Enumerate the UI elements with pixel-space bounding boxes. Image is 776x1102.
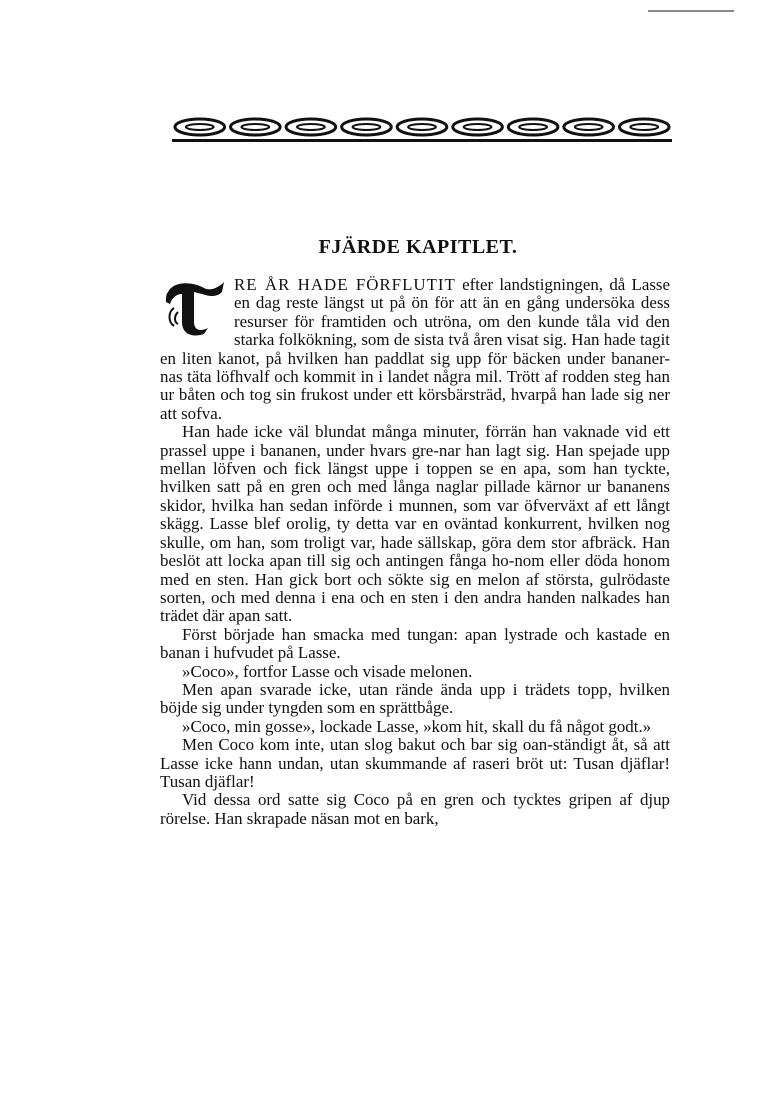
chain-link-inner [464,124,492,130]
chain-link-inner [630,124,658,130]
chain-link-inner [241,124,269,130]
paragraph-4: »Coco», fortfor Lasse och visade melonen. [182,661,473,681]
chain-link [564,119,614,135]
chain-ornament-header [172,110,672,156]
paragraph-6: »Coco, min gosse», lockade Lasse, »kom hit, skall du få något godt.» [182,716,652,736]
body-text [160,276,670,828]
paragraph-5: Men apan svarade icke, utan rände ända upp i trädets topp, hvilken böjde sig under tyngden som en sprättbåge. [160,679,670,718]
chain-link-inner [575,124,603,130]
chain-link-inner [353,124,381,130]
chain-link [175,119,225,135]
paragraph-8: Vid dessa ord satte sig Coco på en gren och tycktes gripen af djup rörelse. Han skrapade näsan mot en bark, [160,790,670,828]
paragraph-1 [160,276,670,423]
chain-link [508,119,558,135]
dropcap-letter: T [210,326,211,327]
chain-link-inner [408,124,436,130]
chain-link [397,119,447,135]
chapter-title: FJÄRDE KAPITLET. [318,236,518,258]
chain-link-inner [186,124,214,130]
chain-link [231,119,281,135]
paragraph-3: Först började han smacka med tungan: apan lystrade och kastade en banan i hufvudet på Lasse. [160,624,670,663]
chain-link-inner [519,124,547,130]
chain-link-inner [297,124,325,130]
paragraph-2: Han hade icke väl blundat många minuter, förrän han vaknade vid ett prassel uppe i bananen, under hvars gre-nar han lagt sig. Han spejade upp mellan löfven och fick längst uppe i toppen se en apa, som han tyckte, hvilken satt på en gren och med långa naglar pillade kärnor ur bananens skidor, hvilka han sedan införde i munnen, som var öfverväxt af ett långt skägg. Lasse blef orolig, ty detta var en oväntad konkurrent, hvilken nog skulle, om han, som troligt var, hade sällskap, göra dem stor afbräck. Han beslöt att locka apan till sig och antingen fånga ho-nom eller döda honom med en sten. Han gick bort och sökte sig en melon af största, gulrödaste sorten, och med denna i ena och en sten i den andra handen nalkades han trädet där apan satt. [160,422,670,626]
chain-link [286,119,336,135]
scan-edge-mark [648,10,734,12]
chain-link [342,119,392,135]
paragraph-7: Men Coco kom inte, utan slog bakut och bar sig oan-ständigt åt, så att Lasse icke hann undan, utan skummande af raseri bröt ut: Tusan djäflar! Tusan djäflar! [160,735,670,791]
chain-link [619,119,669,135]
chain-link [453,119,503,135]
decorative-initial-t [164,278,226,336]
paragraph-1-text: efter landstigningen, då Lasse en dag reste längst ut på ön för att än en gång undersöka dess resurser för framtiden och utröna, om den kunde tåla vid den starka folkökning, som de sista två åren visat sig. Han hade tagit en liten kanot, på hvilken han paddlat sig upp för bäcken under bananer-nas täta löfhvalf och kommit in i landet några mil. Trött af rodden steg han ur båten och tog sin frukost under ett körsbärsträd, hvarpå han lade sig ner att sofva. [160,275,670,423]
opening-words: RE ÅR HADE FÖRFLUTIT [234,275,456,294]
